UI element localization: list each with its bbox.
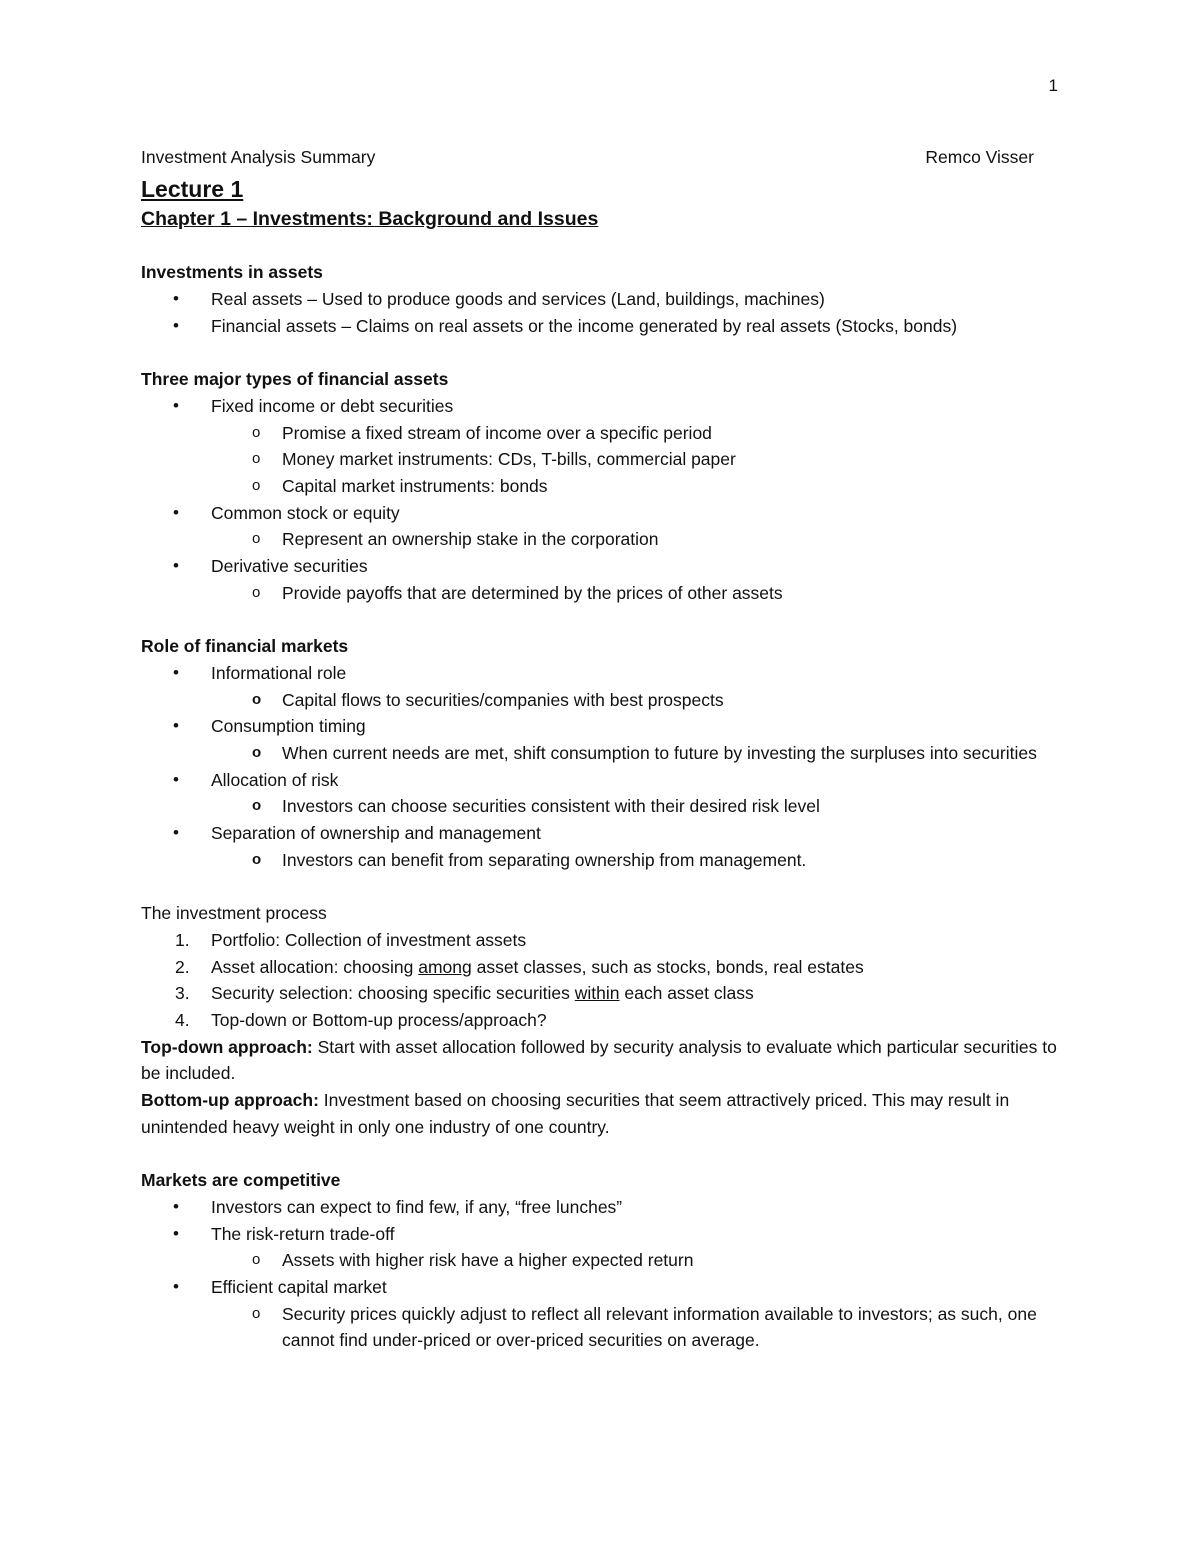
item-number: 4. [175, 1010, 190, 1031]
list-item: • Separation of ownership and management [141, 820, 1061, 847]
sub-list-item: o Represent an ownership stake in the corporation [141, 526, 1061, 553]
section-heading-investment-process: The investment process [141, 903, 327, 924]
item-text: Portfolio: Collection of investment assets [211, 929, 527, 950]
list-item: • Investors can expect to find few, if any, “free lunches” [141, 1194, 1061, 1221]
document-header [141, 144, 1034, 171]
underlined-word: within [574, 983, 620, 1004]
list-item: • Real assets – Used to produce goods and services (Land, buildings, machines) [141, 286, 1061, 313]
sub-list-item: o Promise a fixed stream of income over a specific period [141, 420, 1061, 447]
list-item: • Consumption timing [141, 713, 1061, 740]
sub-list-item: o Capital market instruments: bonds [141, 473, 1061, 500]
item-text: asset classes, such as stocks, bonds, real estates [471, 956, 864, 977]
sub-list-item: o Money market instruments: CDs, T-bills, commercial paper [141, 446, 1061, 473]
document-title: Investment Analysis Summary [141, 147, 376, 167]
underlined-word: among [418, 956, 472, 977]
sub-list-item: o Security prices quickly adjust to reflect all relevant information available to investors; as such, one cannot find under-priced or over-priced securities on average. [141, 1301, 1061, 1354]
sub-list-item: o Capital flows to securities/companies with best prospects [141, 687, 1061, 714]
item-text: Security selection: choosing specific securities [211, 983, 575, 1004]
numbered-item [141, 954, 1061, 981]
numbered-item [141, 1007, 1061, 1034]
numbered-item [141, 927, 1061, 954]
section-heading-financial-asset-types: Three major types of financial assets [141, 369, 449, 390]
item-text: Asset allocation: choosing [211, 956, 419, 977]
chapter-heading: Chapter 1 – Investments: Background and Issues [141, 207, 599, 230]
section-heading-role-of-markets: Role of financial markets [141, 636, 349, 657]
list-item: • Derivative securities [141, 553, 1061, 580]
sub-list-item: o Investors can choose securities consistent with their desired risk level [141, 793, 1061, 820]
item-number: 1. [175, 929, 190, 950]
item-text: each asset class [619, 983, 754, 1004]
sub-list-item: o Investors can benefit from separating ownership from management. [141, 847, 1061, 874]
document-author: Remco Visser [925, 147, 1034, 167]
list-item: • Financial assets – Claims on real assets or the income generated by real assets (Stocks, bonds) [141, 313, 1061, 340]
sub-list-item: o Assets with higher risk have a higher expected return [141, 1247, 1061, 1274]
item-text: Top-down or Bottom-up process/approach? [211, 1010, 547, 1031]
top-down-paragraph [141, 1034, 1061, 1087]
list-item: • Allocation of risk [141, 767, 1061, 794]
list-item: • The risk-return trade-off [141, 1221, 1061, 1248]
lecture-heading: Lecture 1 [141, 175, 244, 202]
list-item: • Informational role [141, 660, 1061, 687]
list-item: • Fixed income or debt securities [141, 393, 1061, 420]
section-heading-markets-competitive: Markets are competitive [141, 1170, 341, 1191]
top-down-label: Top-down approach: [141, 1036, 313, 1057]
sub-list-item: o Provide payoffs that are determined by the prices of other assets [141, 580, 1061, 607]
bottom-up-paragraph [141, 1087, 1061, 1140]
section-heading-investments-in-assets: Investments in assets [141, 262, 323, 283]
bottom-up-text: Investment based on choosing securities that seem attractively priced. This may result in unintended heavy weight in only one industry of one country. [141, 1090, 1010, 1137]
list-item: • Common stock or equity [141, 500, 1061, 527]
item-number: 3. [175, 983, 190, 1004]
item-number: 2. [175, 956, 190, 977]
numbered-item [141, 980, 1061, 1007]
list-item: • Efficient capital market [141, 1274, 1061, 1301]
document-body [141, 144, 1061, 1354]
page-number: 1 [1048, 76, 1058, 95]
top-down-text: Start with asset allocation followed by security analysis to evaluate which particular securities to be included. [141, 1036, 1057, 1084]
sub-list-item: o When current needs are met, shift consumption to future by investing the surpluses into securities [141, 740, 1061, 767]
bottom-up-label: Bottom-up approach: [141, 1090, 319, 1111]
